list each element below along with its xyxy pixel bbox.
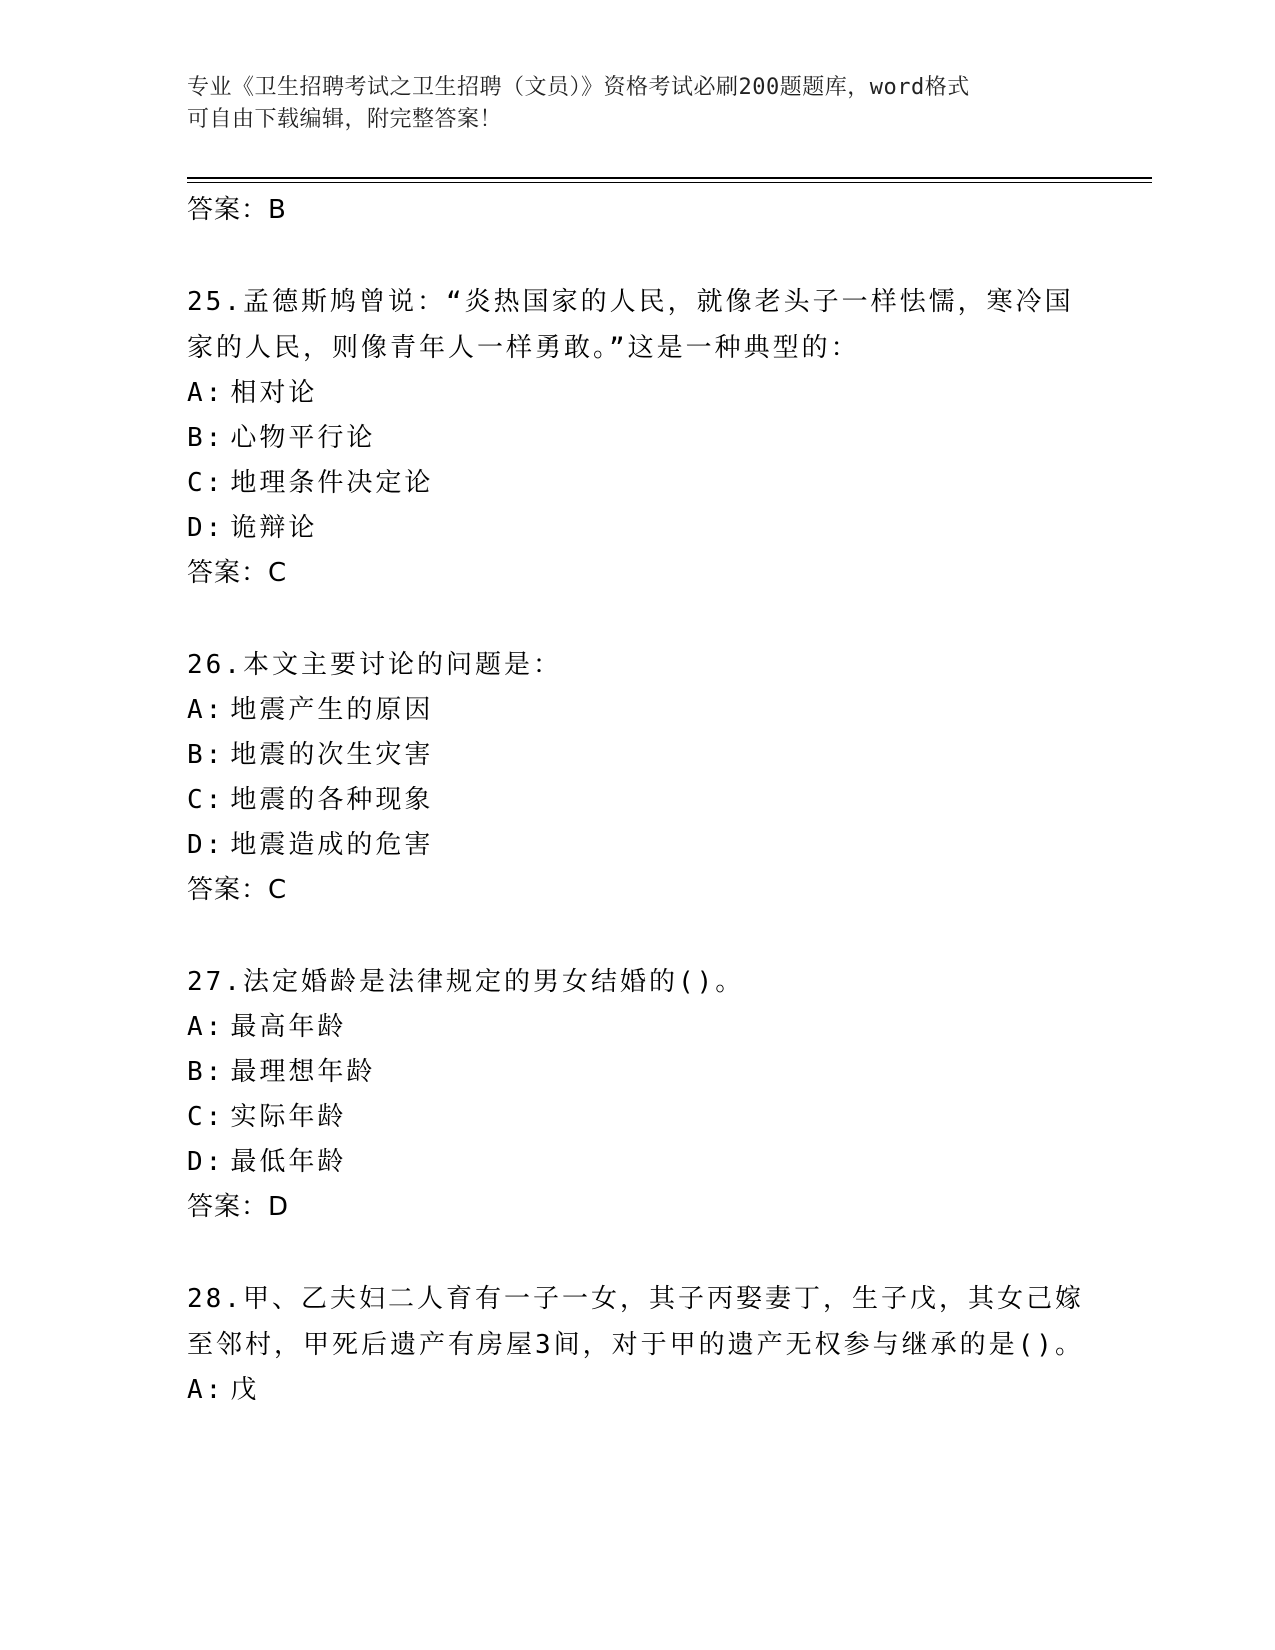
header-rule-thick <box>187 177 1152 179</box>
option-text: 最低年龄 <box>230 1147 347 1177</box>
option-text: 诡辩论 <box>230 513 318 543</box>
question-27-option-b <box>187 1050 1087 1095</box>
spacer <box>187 596 1087 642</box>
question-25-option-c <box>187 461 1087 506</box>
question-25-text: 25.孟德斯鸠曾说：“炎热国家的人民，就像老头子一样怯懦，寒冷国家的人民，则像青年人一样勇敢。”这是一种典型的： <box>187 287 1074 363</box>
answer-24: 答案：B <box>187 195 287 225</box>
option-key: C: <box>187 468 225 498</box>
spacer <box>187 233 1087 279</box>
question-27-option-c <box>187 1095 1087 1140</box>
question-26-option-a <box>187 688 1087 733</box>
option-key: B: <box>187 423 225 453</box>
option-text: 实际年龄 <box>230 1102 347 1132</box>
question-list <box>187 188 1087 1413</box>
option-text: 相对论 <box>230 378 318 408</box>
option-key: A: <box>187 1012 225 1042</box>
answer-25: 答案：C <box>187 558 288 588</box>
option-text: 最高年龄 <box>230 1012 347 1042</box>
question-26-option-d <box>187 823 1087 868</box>
option-key: D: <box>187 830 225 860</box>
option-key: A: <box>187 1375 225 1405</box>
document-header <box>187 72 1067 136</box>
question-26-text: 26.本文主要讨论的问题是： <box>187 650 562 680</box>
option-key: B: <box>187 1057 225 1087</box>
question-27-text: 27.法定婚龄是法律规定的男女结婚的()。 <box>187 967 745 997</box>
question-26-option-c <box>187 778 1087 823</box>
option-text: 地震的次生灾害 <box>230 740 434 770</box>
header-rule-thin <box>187 182 1152 183</box>
header-line-1: 专业《卫生招聘考试之卫生招聘（文员）》资格考试必刷200题题库，word格式 <box>187 75 970 100</box>
question-27-option-a <box>187 1005 1087 1050</box>
header-line-2: 可自由下载编辑，附完整答案！ <box>187 107 503 132</box>
option-text: 最理想年龄 <box>230 1057 376 1087</box>
option-text: 戊 <box>230 1375 260 1405</box>
question-28-text: 28.甲、乙夫妇二人育有一子一女，其子丙娶妻丁，生子戊，其女己嫁至邻村，甲死后遗产有房屋3间，对于甲的遗产无权参与继承的是()。 <box>187 1284 1084 1360</box>
spacer <box>187 1230 1087 1276</box>
option-key: D: <box>187 513 225 543</box>
question-26-option-b <box>187 733 1087 778</box>
spacer <box>187 913 1087 959</box>
question-28-option-a <box>187 1368 1087 1413</box>
answer-26: 答案：C <box>187 875 288 905</box>
option-key: B: <box>187 740 225 770</box>
question-27-option-d <box>187 1140 1087 1185</box>
option-text: 地震产生的原因 <box>230 695 434 725</box>
answer-27: 答案：D <box>187 1192 290 1222</box>
question-25-option-a <box>187 371 1087 416</box>
option-text: 心物平行论 <box>230 423 376 453</box>
question-25-option-d <box>187 506 1087 551</box>
option-key: A: <box>187 695 225 725</box>
option-text: 地理条件决定论 <box>230 468 434 498</box>
option-key: D: <box>187 1147 225 1177</box>
question-25-option-b <box>187 416 1087 461</box>
option-text: 地震造成的危害 <box>230 830 434 860</box>
option-key: C: <box>187 785 225 815</box>
option-key: A: <box>187 378 225 408</box>
option-key: C: <box>187 1102 225 1132</box>
option-text: 地震的各种现象 <box>230 785 434 815</box>
